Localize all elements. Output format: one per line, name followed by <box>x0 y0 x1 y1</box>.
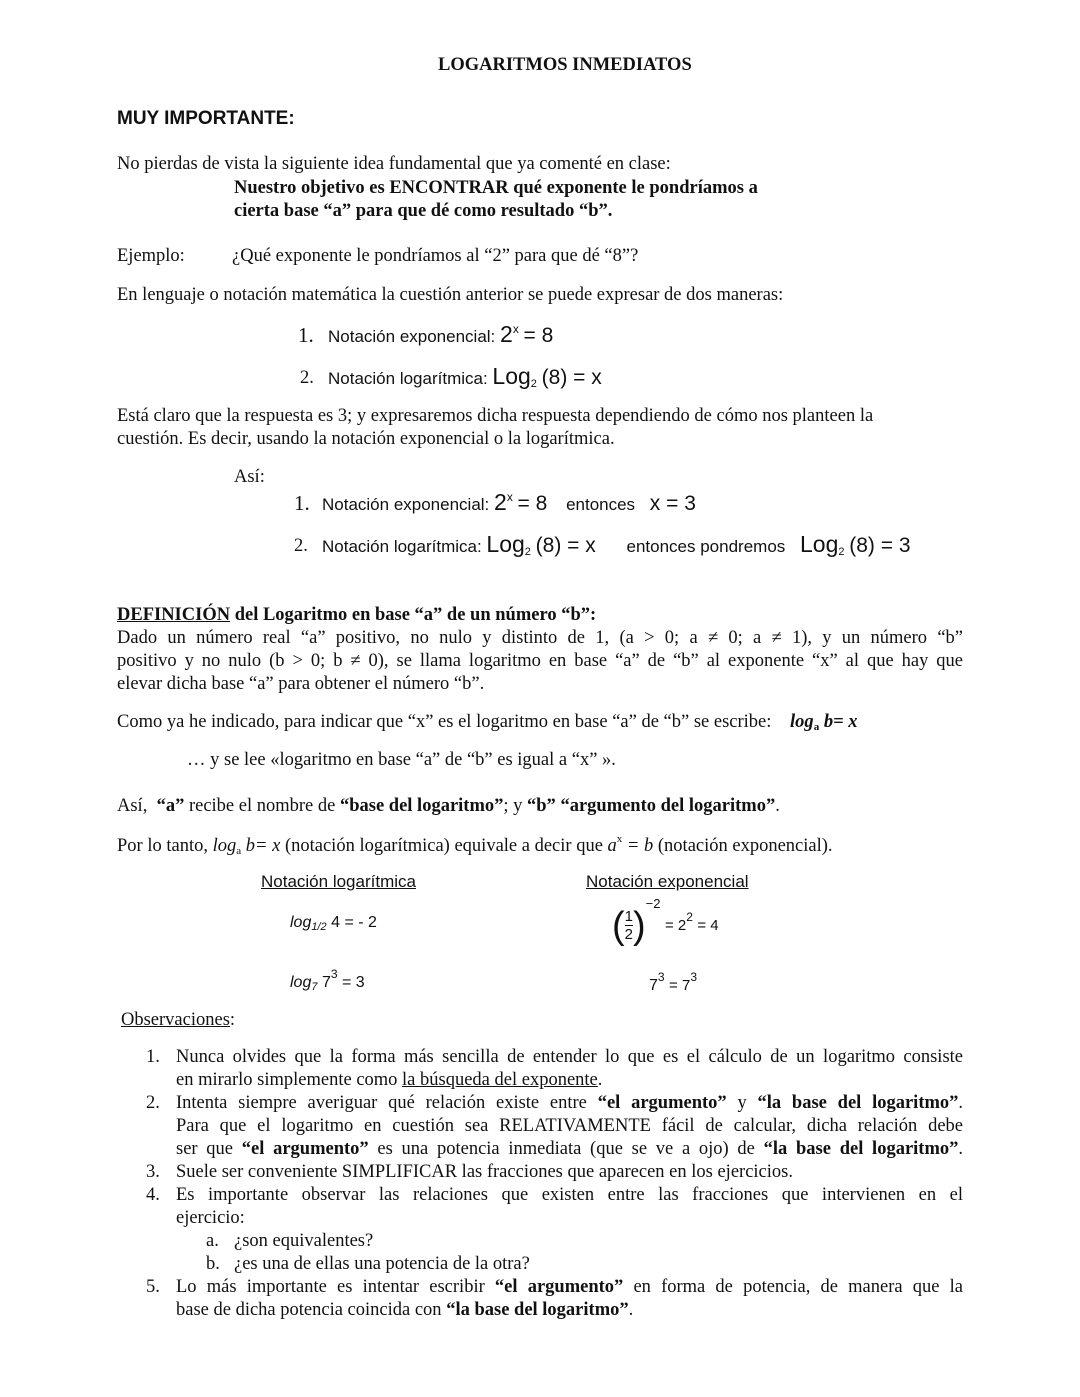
notation-item-1 <box>328 320 553 349</box>
obs-2-l3arg: “el argumento” <box>241 1139 369 1159</box>
r2-base: 7 <box>321 974 331 991</box>
exp-base: 2 <box>500 321 513 347</box>
asi-names-end: . <box>775 796 780 816</box>
obs-5-base: “la base del logaritmo” <box>446 1300 629 1320</box>
log-label: Notación logarítmica: <box>328 369 488 388</box>
obs-2-base: “la base del logaritmo” <box>757 1093 959 1113</box>
therefore-eq2: = b <box>626 836 654 856</box>
asi-entonces: entonces <box>566 495 636 514</box>
obs-2-y: y <box>737 1093 747 1113</box>
objective-line-1: Nuestro objetivo es ENCONTRAR qué exponente le pondríamos a <box>234 178 758 198</box>
r2-sub: 7 <box>311 981 318 993</box>
obs-5-arg: “el argumento” <box>494 1277 624 1297</box>
indicated-formula <box>790 712 857 732</box>
obs-2-line-1 <box>176 1092 963 1115</box>
obs-5-l1a: Lo más importante es intentar escribir <box>176 1277 485 1297</box>
asi-exp-label: Notación exponencial: <box>322 495 490 514</box>
obs-5-l2end: . <box>628 1300 634 1320</box>
r1-sub: 1/2 <box>311 921 327 933</box>
table-header-log: Notación logarítmica <box>261 872 416 891</box>
r1-eq-exp: 2 <box>686 910 693 924</box>
formula-rest: b= x <box>823 712 858 732</box>
example-text: ¿Qué exponente le pondríamos al “2” para que dé “8”? <box>232 246 639 266</box>
definition-heading-rest: del Logaritmo en base “a” de un número “b”: <box>234 605 597 625</box>
obs-1-number: 1. <box>146 1047 160 1067</box>
asi-exp-power: x <box>506 490 513 504</box>
asi-log-word: Log <box>486 531 525 557</box>
observations-heading <box>121 1009 235 1032</box>
asi-x-eq: x = 3 <box>649 492 696 515</box>
obs-5-line-2 <box>176 1299 633 1322</box>
obs-2-l1a: Intenta siempre averiguar qué relación existe entre <box>176 1093 587 1113</box>
fraction-one-half <box>625 909 633 942</box>
obs-4a-text: ¿son equivalentes? <box>234 1231 374 1251</box>
asi-log-base: 2 <box>524 546 531 558</box>
obs-4-line-2: ejercicio: <box>176 1208 245 1228</box>
observations-heading-text: Observaciones <box>121 1010 230 1030</box>
therefore-end: (notación exponencial). <box>657 836 833 856</box>
therefore-eq: b= x <box>245 836 281 856</box>
therefore-mid: (notación logarítmica) equivale a decir que <box>284 836 603 856</box>
notation-item-2 <box>328 362 602 392</box>
r2-rhs-exp: 3 <box>657 970 665 984</box>
indicated-line <box>117 711 857 735</box>
r2-rhs-base: 7 <box>649 977 658 994</box>
obs-2-l3end: . <box>958 1139 963 1159</box>
therefore-line <box>117 833 833 859</box>
asi-names-line <box>117 795 780 818</box>
example-label: Ejemplo: <box>117 246 185 266</box>
important-heading: MUY IMPORTANTE: <box>117 108 295 129</box>
r1-rest: 4 = - 2 <box>331 914 377 931</box>
exp-power: x <box>512 322 519 336</box>
table-header-exp: Notación exponencial <box>586 872 749 891</box>
asi-names-base: “base del logaritmo” <box>339 796 504 816</box>
obs-5-l1b: en forma de potencia, de manera que la <box>633 1277 963 1297</box>
r1-eq: = 2 <box>664 917 687 934</box>
asi-names-arg: “argumento del logaritmo” <box>560 796 776 816</box>
intro-text: No pierdas de vista la siguiente idea fundamental que ya comenté en clase: <box>117 154 671 174</box>
obs-4b-number: b. <box>206 1254 220 1274</box>
asi-names-a: “a” <box>156 796 185 816</box>
obs-2-number: 2. <box>146 1093 160 1113</box>
r2-rhs-eq: = 7 <box>669 977 691 994</box>
asi-names-b: “b” <box>527 796 556 816</box>
definition-heading <box>117 604 596 627</box>
indicated-text: Como ya he indicado, para indicar que “x” es el logaritmo en base “a” de “b” se escribe: <box>117 712 772 732</box>
obs-3-number: 3. <box>146 1162 160 1182</box>
obs-2-line-2: Para que el logaritmo en cuestión sea RELATIVAMENTE fácil de calcular, dicha relación debe <box>176 1116 963 1136</box>
asi-exp-base: 2 <box>494 489 507 515</box>
therefore-sub: a <box>236 845 242 857</box>
table-row-1-exp <box>612 896 719 945</box>
notation-intro: En lenguaje o notación matemática la cuestión anterior se puede expresar de dos maneras: <box>117 285 784 305</box>
asi-exp-result: = 8 <box>517 492 548 515</box>
definition-line-1: Dado un número real “a” positivo, no nulo y distinto de 1, (a > 0; a ≠ 0; a ≠ 1), y un número “b” <box>117 628 963 648</box>
asi-log-arg: (8) = x <box>535 534 596 557</box>
answer-line-1: Está claro que la respuesta es 3; y expresaremos dicha respuesta dependiendo de cómo nos planteen la <box>117 406 874 426</box>
fraction-den: 2 <box>624 926 633 944</box>
definition-heading-word: DEFINICIÓN <box>117 605 231 625</box>
obs-2-l1end: . <box>958 1093 964 1113</box>
obs-4b-text: ¿es una de ellas una potencia de la otra? <box>234 1254 530 1274</box>
objective-line-2: cierta base “a” para que dé como resultado “b”. <box>234 201 613 221</box>
asi-item-2 <box>322 530 911 560</box>
obs-2-arg: “el argumento” <box>597 1093 727 1113</box>
definition-line-3: elevar dicha base “a” para obtener el número “b”. <box>117 674 485 694</box>
obs-5-l2a: base de dicha potencia coincida con <box>176 1300 442 1320</box>
obs-5-number: 5. <box>146 1277 160 1297</box>
log-word: Log <box>492 363 531 389</box>
asi-item-1 <box>322 488 696 517</box>
notation-item-1-number: 1. <box>298 323 314 347</box>
asi-log-result: (8) = 3 <box>849 534 911 557</box>
table-row-1-log <box>290 913 377 935</box>
right-paren: ) <box>633 904 646 947</box>
obs-2-line-3 <box>176 1138 963 1161</box>
r2-log: log <box>290 974 312 991</box>
therefore-a: a <box>607 836 617 856</box>
obs-1-l2b: . <box>597 1070 603 1090</box>
formula-sub: a <box>813 721 820 733</box>
obs-2-l3base: “la base del logaritmo” <box>763 1139 959 1159</box>
therefore-prefix: Por lo tanto, <box>117 836 208 856</box>
obs-3-text: Suele ser conveniente SIMPLIFICAR las fracciones que aparecen en los ejercicios. <box>176 1162 793 1182</box>
observations-colon: : <box>229 1010 236 1030</box>
asi-log-label: Notación logarítmica: <box>322 537 482 556</box>
r1-exp: −2 <box>645 896 661 911</box>
obs-1-l2a: en mirarlo simplemente como <box>176 1070 398 1090</box>
r1-log: log <box>290 914 312 931</box>
asi-label: Así: <box>234 467 265 487</box>
obs-4-number: 4. <box>146 1185 160 1205</box>
r2-exp: 3 <box>330 967 338 981</box>
therefore-x: x <box>616 833 623 845</box>
therefore-log: log <box>212 836 237 856</box>
asi-log-base-2: 2 <box>838 546 845 558</box>
answer-line-2: cuestión. Es decir, usando la notación exponencial o la logarítmica. <box>117 429 615 449</box>
asi-names-mid1: recibe el nombre de <box>188 796 336 816</box>
r1-eq-rest: = 4 <box>697 917 719 934</box>
obs-2-l3b: es una potencia inmediata (que se ve a ojo) de <box>377 1139 755 1159</box>
obs-4a-number: a. <box>206 1231 219 1251</box>
page-title: LOGARITMOS INMEDIATOS <box>438 55 692 75</box>
notation-item-2-number: 2. <box>300 368 314 388</box>
r2-rhs-eq-exp: 3 <box>690 970 698 984</box>
obs-1-line-1: Nunca olvides que la forma más sencilla de entender lo que es el cálculo de un logaritmo consiste <box>176 1047 963 1067</box>
left-paren: ( <box>612 904 625 947</box>
reads-line: … y se lee «logaritmo en base “a” de “b” es igual a “x” ». <box>187 750 616 770</box>
obs-2-l3a: ser que <box>176 1139 234 1159</box>
asi-entonces-pondremos: entonces pondremos <box>626 537 786 556</box>
table-row-2-log <box>290 967 365 995</box>
definition-line-2: positivo y no nulo (b > 0; b ≠ 0), se llama logaritmo en base “a” de “b” al exponente “x” al que hay que <box>117 651 963 671</box>
obs-1-underlined: la búsqueda del exponente <box>402 1070 598 1090</box>
obs-4-line-1: Es importante observar las relaciones que existen entre las fracciones que intervienen en el <box>176 1185 963 1205</box>
asi-log-word-2: Log <box>800 531 839 557</box>
asi-item-1-number: 1. <box>294 491 310 515</box>
log-base: 2 <box>530 378 537 390</box>
table-row-2-exp <box>649 970 697 996</box>
obs-5-line-1 <box>176 1276 963 1299</box>
asi-names-mid2: ; y <box>503 796 523 816</box>
log-arg: (8) = x <box>541 366 602 389</box>
formula-log: log <box>790 712 814 732</box>
obs-1-line-2 <box>176 1069 602 1092</box>
asi-item-2-number: 2. <box>294 536 308 556</box>
exp-label: Notación exponencial: <box>328 327 496 346</box>
exp-result: = 8 <box>523 324 554 347</box>
r2-rest: = 3 <box>341 974 365 991</box>
asi-names-prefix: Así, <box>117 796 148 816</box>
fraction-num: 1 <box>624 908 633 926</box>
